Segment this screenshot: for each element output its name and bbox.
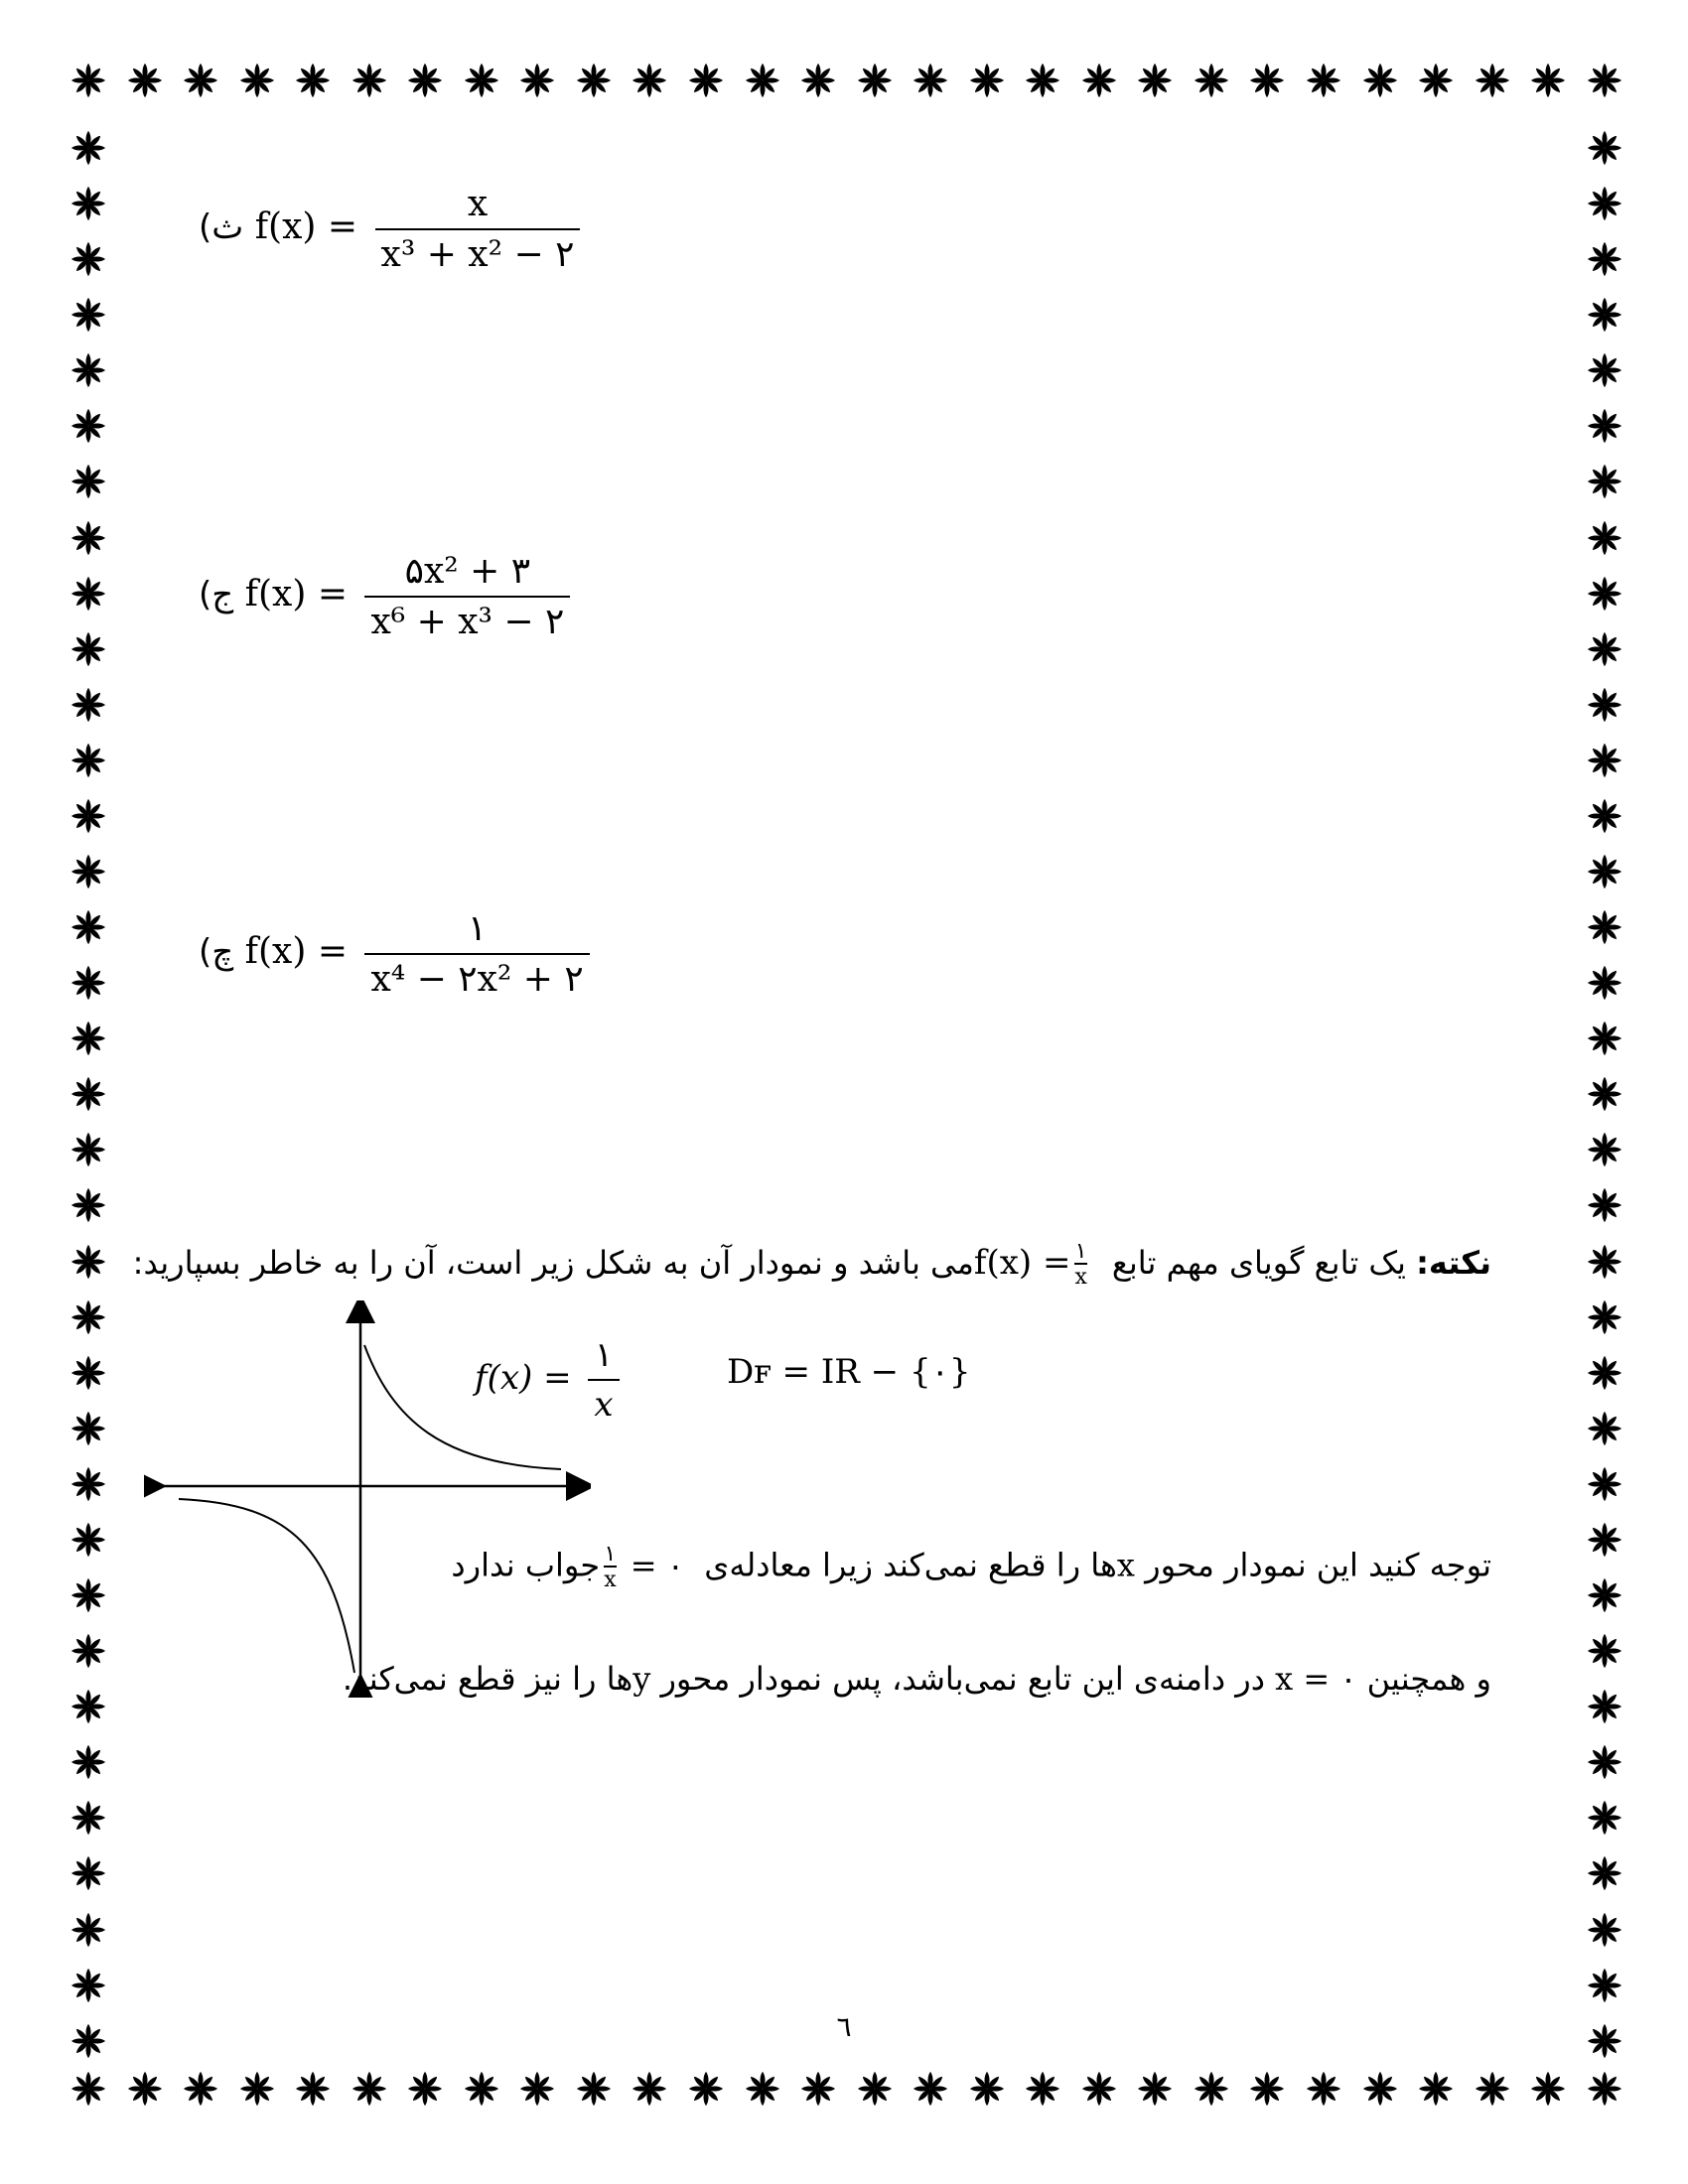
border-star-icon xyxy=(1586,575,1623,613)
border-star-icon xyxy=(1586,964,1623,1002)
border-star-icon xyxy=(856,62,894,99)
border-star-icon xyxy=(70,853,107,890)
border-star-icon xyxy=(70,519,107,557)
border-star-icon xyxy=(1248,62,1286,99)
border-star-icon xyxy=(1586,853,1623,890)
exp1-var: x xyxy=(1116,1546,1135,1584)
graph-func-num: ۱ xyxy=(594,1335,614,1375)
border-star-icon xyxy=(463,62,500,99)
graph-func-den: x xyxy=(588,1379,619,1425)
note-heading: نکته: xyxy=(1416,1244,1491,1282)
border-star-icon xyxy=(70,797,107,835)
border-star-icon xyxy=(1586,1521,1623,1559)
border-star-icon xyxy=(1080,62,1118,99)
border-star-icon xyxy=(1361,62,1399,99)
graph-function-label xyxy=(475,1335,626,1425)
domain-label: Dꜰ = IR − {۰} xyxy=(727,1352,971,1392)
exp2-var: y xyxy=(633,1660,651,1698)
border-star-icon xyxy=(1586,742,1623,779)
numerator: ۵x² + ۳ xyxy=(404,551,531,592)
problem-tha xyxy=(199,184,586,275)
border-star-icon xyxy=(70,1298,107,1336)
border-star-icon xyxy=(856,2070,894,2108)
border-star-icon xyxy=(238,62,276,99)
border-star-icon xyxy=(1586,62,1623,99)
border-star-icon xyxy=(1529,62,1567,99)
right-border xyxy=(1586,129,1623,2060)
border-star-icon xyxy=(1586,797,1623,835)
border-star-icon xyxy=(406,62,444,99)
border-star-icon xyxy=(351,62,388,99)
border-star-icon xyxy=(1136,62,1174,99)
border-star-icon xyxy=(238,2070,276,2108)
problem-jim xyxy=(199,551,576,642)
graph-func-frac xyxy=(588,1335,619,1425)
border-star-icon xyxy=(70,129,107,167)
border-star-icon xyxy=(1586,1354,1623,1392)
border-star-icon xyxy=(126,2070,164,2108)
border-star-icon xyxy=(1586,240,1623,278)
fraction xyxy=(364,908,589,1000)
border-star-icon xyxy=(1586,185,1623,222)
page-number: ٦ xyxy=(836,2010,852,2043)
border-star-icon xyxy=(1024,62,1061,99)
border-star-icon xyxy=(1361,2070,1399,2108)
fraction xyxy=(364,551,570,642)
note-frac-den: x xyxy=(1074,1265,1087,1290)
border-star-icon xyxy=(1193,2070,1230,2108)
border-star-icon xyxy=(70,1075,107,1113)
exp1-end: جواب ندارد xyxy=(451,1546,601,1584)
border-star-icon xyxy=(70,1020,107,1057)
border-star-icon xyxy=(1586,407,1623,445)
border-star-icon xyxy=(70,1743,107,1781)
border-star-icon xyxy=(575,62,613,99)
denominator: x⁴ − ۲x² + ۲ xyxy=(364,953,589,1000)
border-star-icon xyxy=(912,2070,949,2108)
border-star-icon xyxy=(1586,351,1623,389)
border-star-icon xyxy=(1193,62,1230,99)
border-star-icon xyxy=(1586,1243,1623,1281)
denominator: x³ + x² − ۲ xyxy=(375,228,581,275)
border-star-icon xyxy=(182,62,219,99)
border-star-icon xyxy=(1024,2070,1061,2108)
border-star-icon xyxy=(70,908,107,946)
border-star-icon xyxy=(70,407,107,445)
border-star-icon xyxy=(294,2070,332,2108)
border-star-icon xyxy=(1529,2070,1567,2108)
exp1-frac-den: x xyxy=(604,1568,617,1592)
graph-func-lhs: f(x) = xyxy=(475,1358,572,1398)
exp1-frac xyxy=(604,1544,616,1591)
border-star-icon xyxy=(1080,2070,1118,2108)
note-function xyxy=(973,1239,1102,1290)
border-star-icon xyxy=(687,2070,725,2108)
border-star-icon xyxy=(1474,62,1511,99)
border-star-icon xyxy=(799,62,837,99)
function-lhs: f(x) = xyxy=(254,206,358,247)
exp1-equation xyxy=(600,1542,694,1592)
border-star-icon xyxy=(70,463,107,500)
exp1-frac-num: ۱ xyxy=(604,1542,617,1567)
border-star-icon xyxy=(294,62,332,99)
problem-label: چ) xyxy=(199,932,234,972)
border-star-icon xyxy=(70,1243,107,1281)
border-star-icon xyxy=(1586,1298,1623,1336)
border-star-icon xyxy=(744,2070,781,2108)
border-star-icon xyxy=(912,62,949,99)
border-star-icon xyxy=(1586,1410,1623,1447)
border-star-icon xyxy=(70,1911,107,1949)
border-star-icon xyxy=(1586,1799,1623,1837)
border-star-icon xyxy=(799,2070,837,2108)
border-star-icon xyxy=(1136,2070,1174,2108)
border-star-icon xyxy=(518,62,556,99)
problem-label: ج) xyxy=(199,575,234,614)
border-star-icon xyxy=(1586,686,1623,724)
border-star-icon xyxy=(70,296,107,334)
border-star-icon xyxy=(70,1688,107,1725)
border-star-icon xyxy=(70,351,107,389)
border-star-icon xyxy=(1417,2070,1455,2108)
border-star-icon xyxy=(575,2070,613,2108)
function-lhs: f(x) = xyxy=(244,931,348,972)
border-star-icon xyxy=(1248,2070,1286,2108)
border-star-icon xyxy=(70,62,107,99)
border-star-icon xyxy=(70,1354,107,1392)
border-star-icon xyxy=(1586,630,1623,668)
border-star-icon xyxy=(70,240,107,278)
border-star-icon xyxy=(351,2070,388,2108)
border-star-icon xyxy=(744,62,781,99)
border-star-icon xyxy=(463,2070,500,2108)
fraction xyxy=(375,184,581,275)
top-border xyxy=(70,62,1623,99)
border-star-icon xyxy=(1586,1632,1623,1670)
exp2-mid: در دامنه‌ی این تابع نمی‌باشد، پس نمودار محور xyxy=(660,1660,1265,1698)
problem-label: ث) xyxy=(199,207,244,247)
border-star-icon xyxy=(70,1632,107,1670)
border-star-icon xyxy=(687,62,725,99)
border-star-icon xyxy=(1586,2070,1623,2108)
bottom-border xyxy=(70,2070,1623,2108)
border-star-icon xyxy=(70,1576,107,1614)
border-star-icon xyxy=(1586,908,1623,946)
border-star-icon xyxy=(631,2070,668,2108)
note-func-lhs: f(x) = xyxy=(973,1243,1071,1283)
exp2-eq: x = ۰ xyxy=(1275,1660,1357,1698)
note-line xyxy=(133,1241,1491,1289)
border-star-icon xyxy=(70,1186,107,1224)
exp2-start: و همچنین xyxy=(1366,1660,1491,1698)
border-star-icon xyxy=(182,2070,219,2108)
border-star-icon xyxy=(1586,1131,1623,1168)
border-star-icon xyxy=(1586,463,1623,500)
left-border xyxy=(70,129,107,2060)
curve-branch-negative xyxy=(179,1499,354,1673)
border-star-icon xyxy=(70,2070,107,2108)
border-star-icon xyxy=(406,2070,444,2108)
border-star-icon xyxy=(1586,1465,1623,1503)
border-star-icon xyxy=(70,1521,107,1559)
border-star-icon xyxy=(1586,1854,1623,1892)
numerator: x xyxy=(467,184,489,224)
border-star-icon xyxy=(70,1410,107,1447)
border-star-icon xyxy=(1586,1186,1623,1224)
note-text-before: یک تابع گویای مهم تابع xyxy=(1111,1244,1406,1282)
exp1-eq-right: = ۰ xyxy=(630,1546,684,1584)
border-star-icon xyxy=(70,1854,107,1892)
border-star-icon xyxy=(70,1799,107,1837)
exp1-mid: ها را قطع نمی‌کند زیرا معادله‌ی xyxy=(704,1546,1117,1584)
problem-che xyxy=(199,908,596,1000)
border-star-icon xyxy=(1586,129,1623,167)
border-star-icon xyxy=(968,62,1006,99)
border-star-icon xyxy=(1305,2070,1342,2108)
border-star-icon xyxy=(1586,1075,1623,1113)
border-star-icon xyxy=(1474,2070,1511,2108)
border-star-icon xyxy=(70,742,107,779)
border-star-icon xyxy=(1586,1020,1623,1057)
border-star-icon xyxy=(70,686,107,724)
border-star-icon xyxy=(70,1465,107,1503)
border-star-icon xyxy=(1305,62,1342,99)
border-star-icon xyxy=(1586,1967,1623,2004)
note-frac xyxy=(1074,1241,1086,1289)
border-star-icon xyxy=(1417,62,1455,99)
border-star-icon xyxy=(126,62,164,99)
border-star-icon xyxy=(1586,1688,1623,1725)
border-star-icon xyxy=(1586,296,1623,334)
border-star-icon xyxy=(70,185,107,222)
numerator: ۱ xyxy=(467,908,488,949)
border-star-icon xyxy=(70,1131,107,1168)
border-star-icon xyxy=(70,630,107,668)
denominator: x⁶ + x³ − ۲ xyxy=(364,596,570,642)
border-star-icon xyxy=(968,2070,1006,2108)
exp1-start: توجه کنید این نمودار محور xyxy=(1145,1546,1491,1584)
border-star-icon xyxy=(631,62,668,99)
explanation-line-1 xyxy=(451,1544,1491,1591)
border-star-icon xyxy=(70,575,107,613)
border-star-icon xyxy=(518,2070,556,2108)
border-star-icon xyxy=(1586,1576,1623,1614)
border-star-icon xyxy=(70,1967,107,2004)
border-star-icon xyxy=(1586,1911,1623,1949)
exp2-end: ها را نیز قطع نمی‌کند. xyxy=(342,1660,633,1698)
note-text-after: می باشد و نمودار آن به شکل زیر است، آن را به خاطر بسپارید: xyxy=(132,1244,974,1282)
border-star-icon xyxy=(1586,1743,1623,1781)
border-star-icon xyxy=(1586,519,1623,557)
function-lhs: f(x) = xyxy=(244,574,348,614)
explanation-line-2 xyxy=(343,1660,1491,1698)
border-star-icon xyxy=(70,964,107,1002)
note-frac-num: ۱ xyxy=(1074,1239,1087,1264)
